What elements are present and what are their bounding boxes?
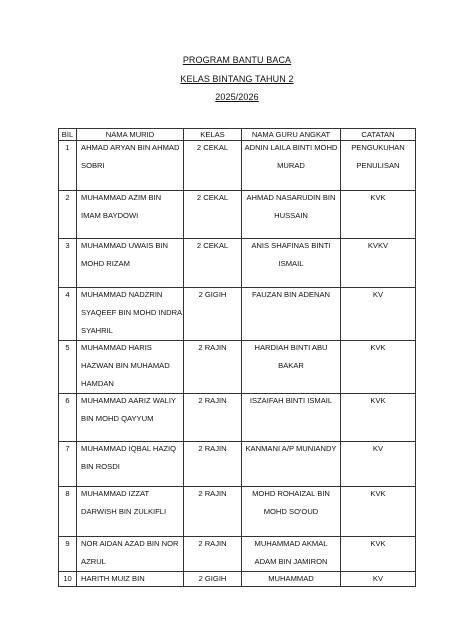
class-name: 2 RAJIN [198, 343, 227, 352]
table-row [59, 288, 416, 341]
column-header-bil: BIL [59, 129, 77, 141]
note: KVK [370, 489, 386, 498]
student-name: HARITH MUIZ BIN [81, 574, 145, 583]
student-name: MUHAMMAD IQBAL HAZIQ BIN ROSDI [81, 444, 177, 471]
class-name: 2 RAJIN [198, 444, 227, 453]
student-name: NOR AIDAN AZAD BIN NOR AZRUL [81, 539, 179, 566]
row-number: 1 [65, 143, 70, 152]
document-year: 2025/2026 [215, 92, 259, 102]
class-name: 2 CEKAL [196, 241, 229, 250]
teacher-name: HARDIAH BINTI ABU BAKAR [254, 343, 328, 370]
table-row [59, 442, 416, 487]
student-name: MUHAMMAD AARIZ WALIY BIN MOHD QAYYUM [81, 396, 176, 423]
class-name: 2 RAJIN [198, 489, 227, 498]
student-name: MUHAMMAD NADZRIN SYAQEEF BIN MOHD INDRA SYAHRIL [81, 290, 182, 335]
note: KVKV [367, 241, 389, 250]
note: KV [372, 290, 384, 299]
note: PENGUKUHAN PENULISAN [351, 143, 405, 170]
document-subtitle: KELAS BINTANG TAHUN 2 [180, 74, 294, 84]
row-number: 3 [65, 241, 70, 250]
note: KVK [370, 539, 386, 548]
column-header-nama-murid: NAMA MURID [77, 129, 184, 141]
class-name: 2 GIGIH [198, 574, 227, 583]
note: KV [372, 574, 384, 583]
row-number: 4 [65, 290, 70, 299]
table-row [59, 394, 416, 442]
row-number: 2 [65, 193, 70, 202]
document-title: PROGRAM BANTU BACA [182, 55, 292, 65]
class-name: 2 RAJIN [198, 539, 227, 548]
table-row [59, 487, 416, 537]
teacher-name: ISZAIFAH BINTI ISMAIL [249, 396, 333, 405]
row-number: 6 [65, 396, 70, 405]
class-name: 2 RAJIN [198, 396, 227, 405]
table-row [59, 537, 416, 572]
student-name: AHMAD ARYAN BIN AHMAD SOBRI [81, 143, 180, 170]
teacher-name: ADNIN LAILA BINTI MOHD MURAD [244, 143, 338, 170]
note: KVK [370, 343, 386, 352]
student-name: MUHAMMAD HARIS HAZWAN BIN MUHAMAD HAMDAN [81, 343, 170, 388]
row-number: 7 [65, 444, 70, 453]
teacher-name: MUHAMMAD AKMAL ADAM BIN JAMIRON [254, 539, 328, 566]
note: KV [372, 444, 384, 453]
teacher-name: AHMAD NASARUDIN BIN HUSSAIN [246, 193, 336, 220]
student-name: MUHAMMAD AZIM BIN IMAM BAYDOWI [81, 193, 162, 220]
row-number: 8 [65, 489, 70, 498]
table-row [59, 572, 416, 587]
note: KVK [370, 396, 386, 405]
row-number: 10 [63, 574, 72, 583]
table-row [59, 341, 416, 394]
table-row [59, 239, 416, 288]
class-name: 2 GIGIH [198, 290, 227, 299]
teacher-name: ANIS SHAFINAS BINTI ISMAIL [251, 241, 331, 268]
row-number: 9 [65, 539, 70, 548]
class-name: 2 CEKAL [196, 143, 229, 152]
student-name: MUHAMMAD IZZAT DARWISH BIN ZULKIFLI [81, 489, 167, 516]
note: KVK [370, 193, 386, 202]
student-table [58, 128, 416, 587]
teacher-name: FAUZAN BIN ADENAN [251, 290, 331, 299]
teacher-name: MOHD ROHAIZAL BIN MOHD SO'OUD [252, 489, 330, 516]
student-name: MUHAMMAD UWAIS BIN MOHD RIZAM [81, 241, 169, 268]
teacher-name: MUHAMMAD [268, 574, 314, 583]
column-header-nama-guru-angkat: NAMA GURU ANGKAT [242, 129, 341, 141]
row-number: 5 [65, 343, 70, 352]
table-header-row [59, 129, 416, 141]
class-name: 2 CEKAL [196, 193, 229, 202]
table-row [59, 141, 416, 191]
column-header-catatan: CATATAN [341, 129, 416, 141]
teacher-name: KANMANI A/P MUNIANDY [245, 444, 337, 453]
table-row [59, 191, 416, 239]
column-header-kelas: KELAS [184, 129, 242, 141]
